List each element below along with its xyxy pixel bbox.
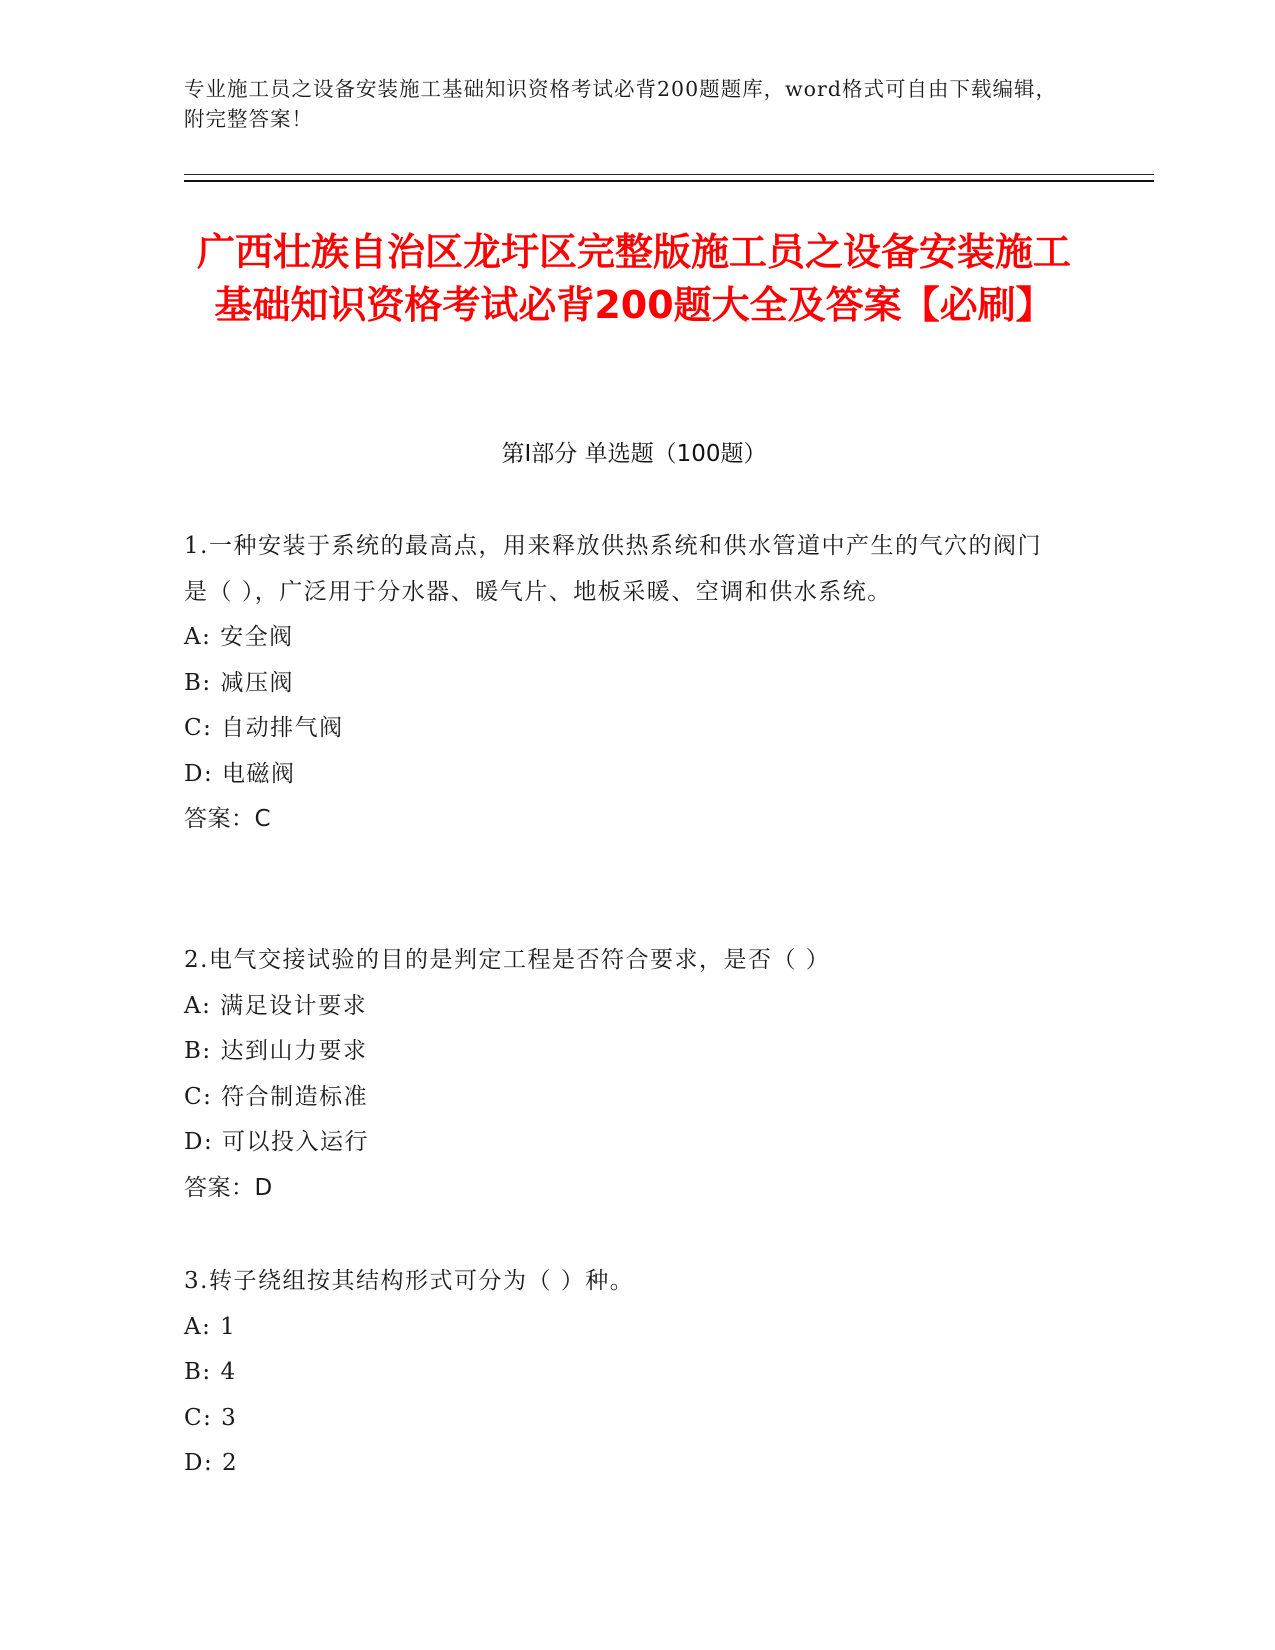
option-b: B: 4 (184, 1359, 237, 1385)
question-block (184, 524, 1064, 843)
question-block (184, 1259, 1064, 1487)
question-stem: 1.一种安装于系统的最高点，用来释放供热系统和供水管道中产生的气穴的阀门是（ ），广泛用于分水器、暖气片、地板采暖、空调和供水系统。 (184, 533, 1042, 605)
option-c: C: 符合制造标准 (184, 1083, 369, 1110)
section-heading: 第I部分 单选题（100题） (501, 441, 767, 467)
option-b: B: 达到山力要求 (184, 1038, 368, 1064)
option-a: A: 1 (184, 1313, 237, 1340)
option-d: D: 电磁阀 (184, 760, 296, 787)
question-stem: 3.转子绕组按其结构形式可分为（ ）种。 (184, 1268, 635, 1294)
option-b: B: 减压阀 (184, 669, 294, 696)
option-c: C: 3 (184, 1404, 238, 1431)
option-d: D: 可以投入运行 (184, 1129, 370, 1155)
option-d: D: 2 (184, 1450, 239, 1476)
question-stem: 2.电气交接试验的目的是判定工程是否符合要求，是否（ ） (184, 947, 831, 973)
header-note: 专业施工员之设备安装施工基础知识资格考试必背200题题库，word格式可自由下载编辑，附完整答案！ (184, 77, 1057, 131)
header-divider-thick (184, 180, 1154, 182)
document-title: 广西壮族自治区龙圩区完整版施工员之设备安装施工基础知识资格考试必背200题大全及答案【必刷】 (196, 230, 1071, 327)
option-c: C: 自动排气阀 (184, 715, 344, 741)
header-divider-thin (184, 174, 1154, 175)
answer-line: 答案：C (184, 806, 272, 832)
option-a: A: 安全阀 (184, 624, 294, 650)
option-a: A: 满足设计要求 (184, 992, 368, 1019)
question-block (184, 938, 1064, 1211)
answer-line: 答案：D (184, 1174, 273, 1201)
